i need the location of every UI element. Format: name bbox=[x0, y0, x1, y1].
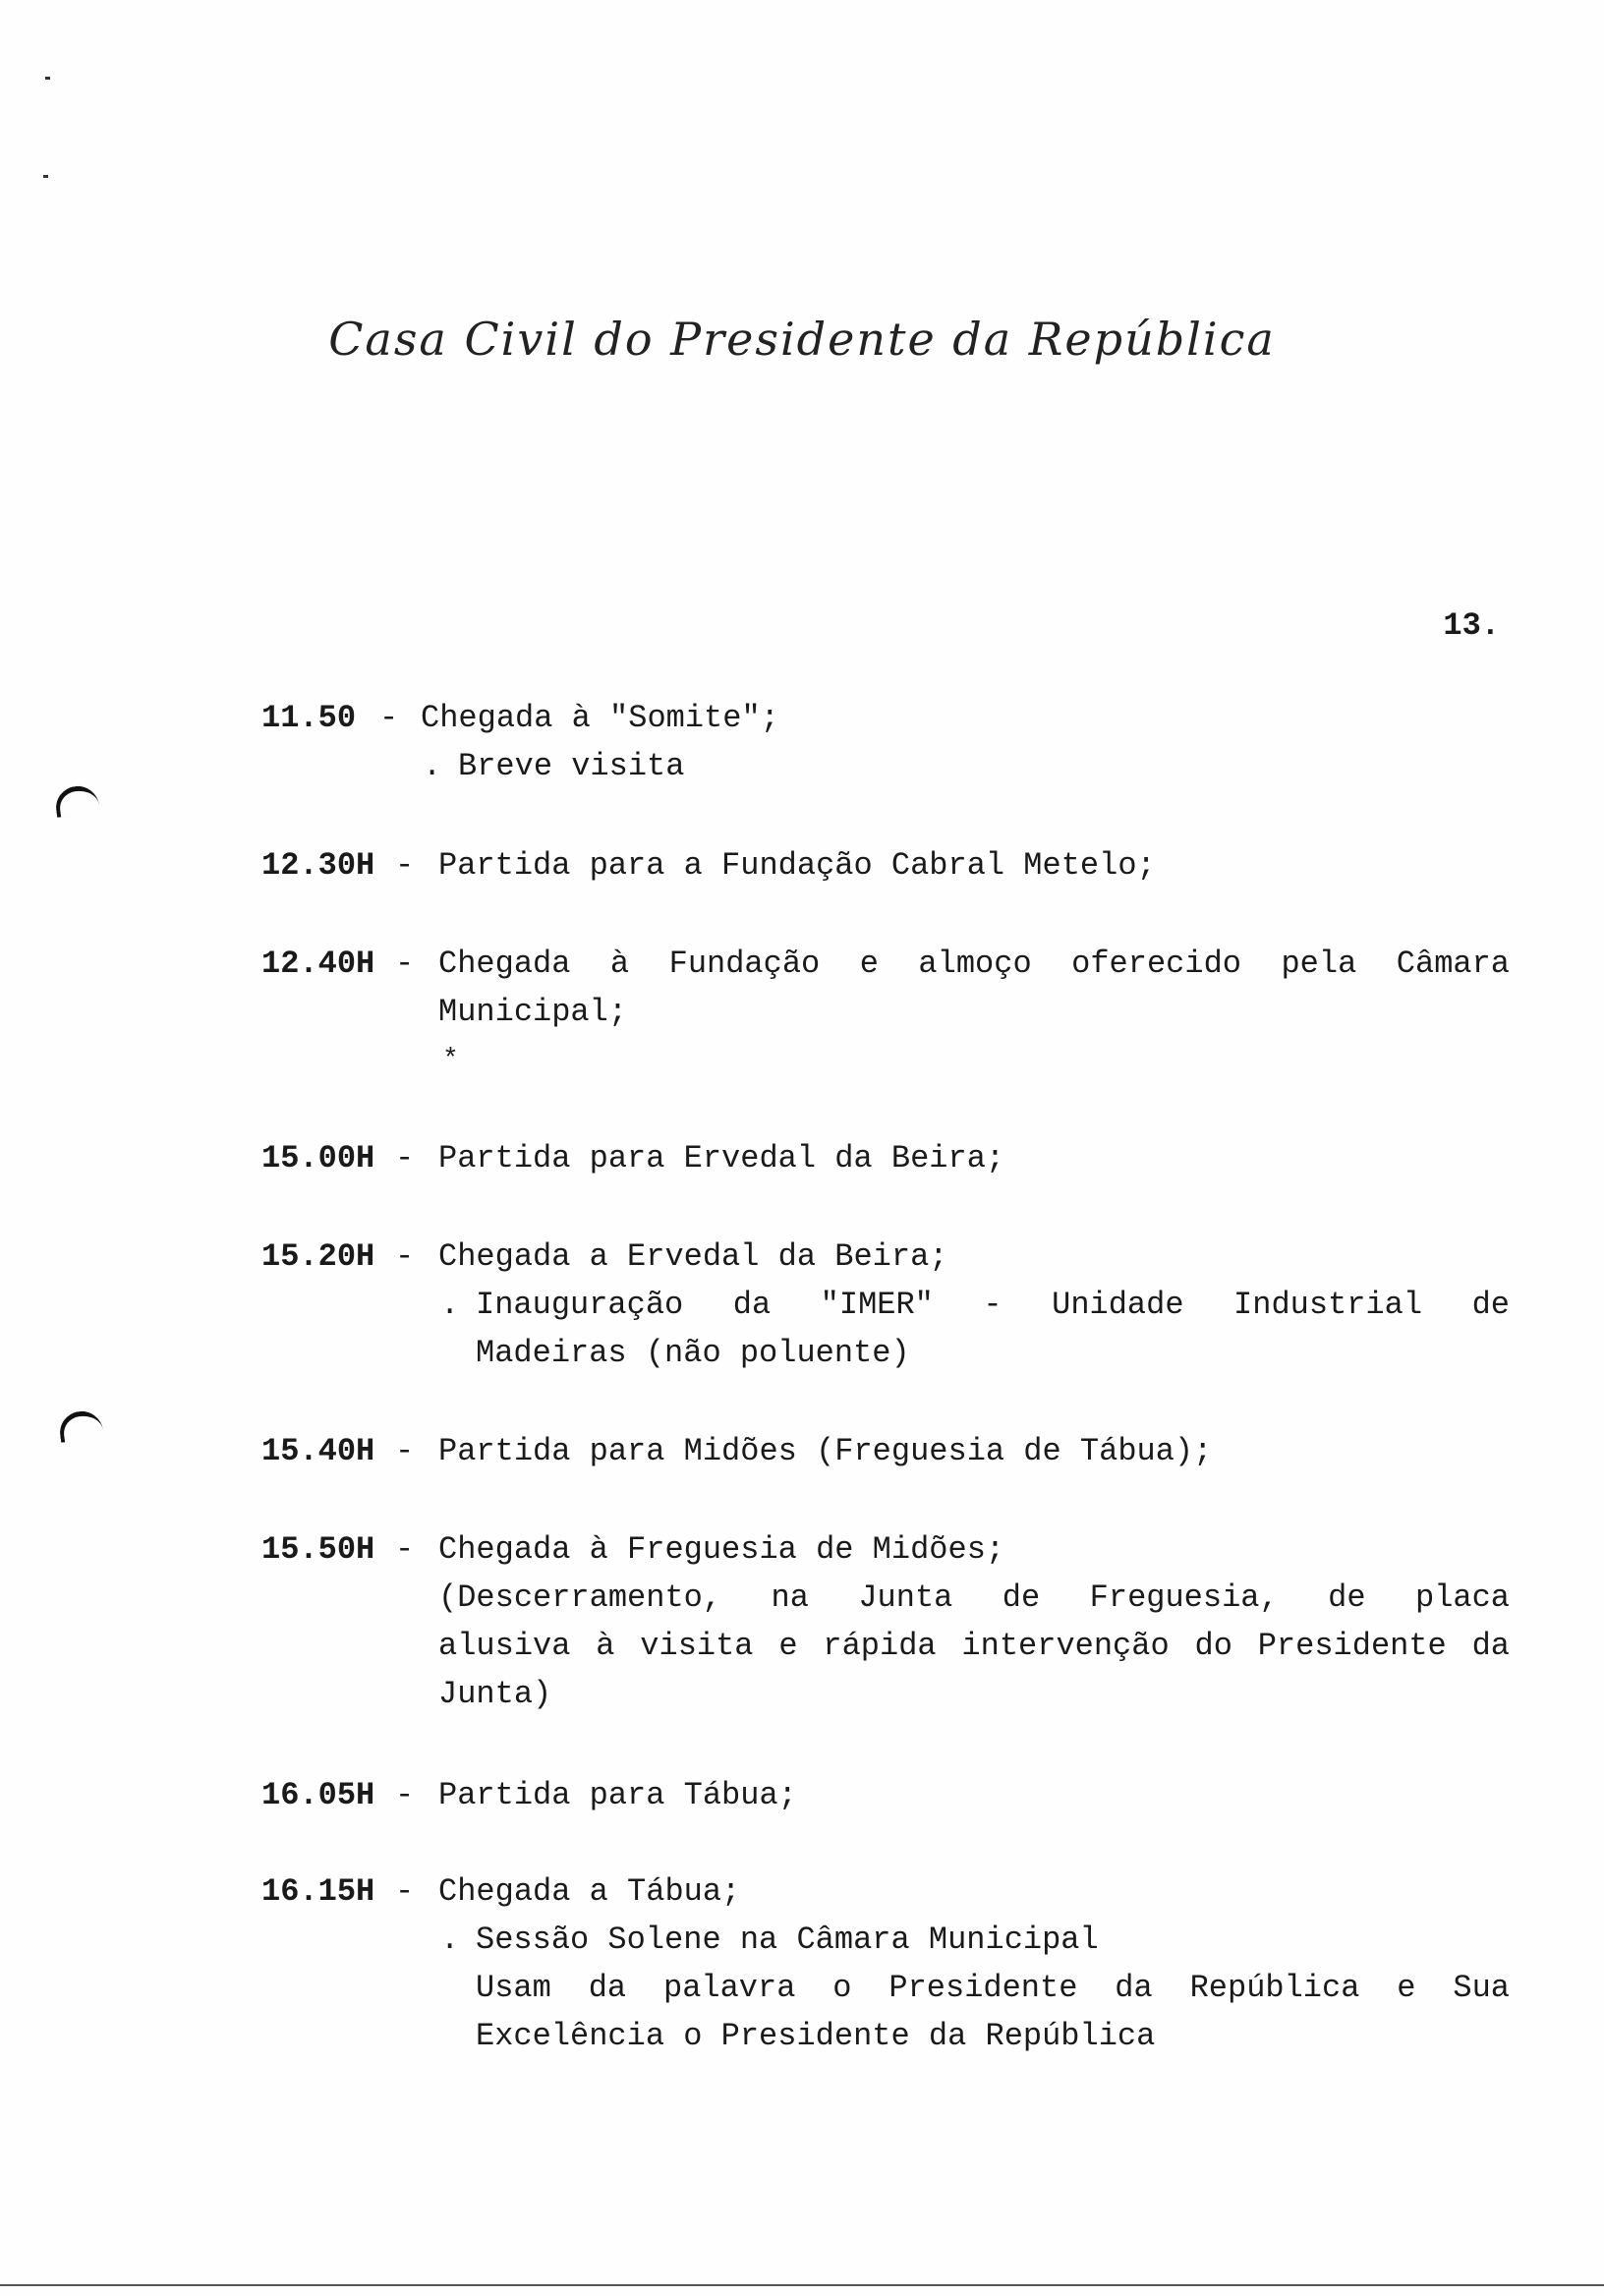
entry-time: 15.00H bbox=[261, 1140, 375, 1177]
schedule-entry bbox=[261, 1867, 1510, 2060]
schedule-entry bbox=[261, 694, 1510, 790]
scan-speck bbox=[45, 77, 50, 80]
bullet-mark: . bbox=[440, 1287, 460, 1323]
entry-line: Junta) bbox=[438, 1676, 552, 1712]
schedule-entry bbox=[261, 1771, 1510, 1819]
schedule-entry bbox=[261, 1427, 1510, 1475]
entry-line: (Descerramento, na Junta de Freguesia, de placa bbox=[438, 1579, 1510, 1616]
entry-line: Chegada a Tábua; bbox=[438, 1873, 741, 1910]
entry-continuation bbox=[438, 1964, 1510, 2012]
entry-bullet bbox=[438, 1281, 1510, 1329]
entry-description bbox=[438, 841, 1510, 890]
entry-line: Chegada à Fundação e almoço oferecido pela Câmara bbox=[438, 946, 1510, 982]
entry-description bbox=[438, 1134, 1510, 1182]
entry-time: 12.40H bbox=[261, 946, 375, 982]
entry-time: 12.30H bbox=[261, 847, 375, 884]
entry-time: 15.40H bbox=[261, 1433, 375, 1469]
entry-line: Chegada à "Somite"; bbox=[421, 700, 779, 736]
entry-dash: - bbox=[395, 847, 415, 884]
entry-description bbox=[421, 694, 1492, 790]
entry-time: 15.50H bbox=[261, 1531, 375, 1568]
entry-dash: - bbox=[379, 700, 399, 736]
entry-description bbox=[438, 1233, 1510, 1377]
entry-note: * bbox=[442, 1045, 459, 1075]
entry-time: 16.05H bbox=[261, 1777, 375, 1813]
schedule-entry bbox=[261, 841, 1510, 890]
scan-speck bbox=[43, 175, 48, 178]
entry-description bbox=[438, 1867, 1510, 2060]
entry-description bbox=[438, 940, 1510, 1084]
page-bottom-edge bbox=[0, 2284, 1604, 2286]
schedule-entry bbox=[261, 1525, 1510, 1718]
entry-continuation: Excelência o Presidente da República bbox=[476, 2018, 1156, 2054]
schedule-entry bbox=[261, 1233, 1510, 1377]
entry-time: 15.20H bbox=[261, 1238, 375, 1275]
entry-dash: - bbox=[395, 1777, 415, 1813]
entry-dash: - bbox=[395, 1873, 415, 1910]
entry-description bbox=[438, 1771, 1510, 1819]
page-number: 13. bbox=[1443, 607, 1500, 644]
entry-bullet bbox=[421, 742, 1492, 790]
entry-time: 11.50 bbox=[261, 700, 357, 736]
entry-line: Chegada à Freguesia de Midões; bbox=[438, 1531, 1005, 1568]
letterhead: Casa Civil do Presidente da República bbox=[328, 313, 1276, 366]
bullet-text: Sessão Solene na Câmara Municipal bbox=[476, 1922, 1099, 1958]
entry-line: Partida para Tábua; bbox=[438, 1777, 797, 1813]
bullet-text: Breve visita bbox=[458, 748, 685, 784]
schedule-entry bbox=[261, 940, 1510, 1084]
punch-hole-mark bbox=[57, 1408, 104, 1443]
entry-dash: - bbox=[395, 946, 415, 982]
entry-dash: - bbox=[395, 1433, 415, 1469]
entry-time: 16.15H bbox=[261, 1873, 375, 1910]
entry-dash: - bbox=[395, 1140, 415, 1177]
entry-line: Partida para Midões (Freguesia de Tábua); bbox=[438, 1433, 1213, 1469]
entry-bullet bbox=[438, 1916, 1510, 1964]
bullet-mark: . bbox=[440, 1922, 460, 1958]
entry-line: alusiva à visita e rápida intervenção do Presidente da bbox=[438, 1628, 1510, 1664]
schedule-entry bbox=[261, 1134, 1510, 1182]
entry-description bbox=[438, 1525, 1510, 1718]
entry-dash: - bbox=[395, 1238, 415, 1275]
entry-dash: - bbox=[395, 1531, 415, 1568]
entry-line: Partida para Ervedal da Beira; bbox=[438, 1140, 1005, 1177]
entry-description bbox=[438, 1427, 1510, 1475]
punch-hole-mark bbox=[53, 783, 100, 818]
entry-line: Chegada a Ervedal da Beira; bbox=[438, 1238, 948, 1275]
entry-line: Municipal; bbox=[438, 994, 628, 1030]
bullet-text: Inauguração da "IMER" - Unidade Industrial de bbox=[476, 1287, 1510, 1323]
continuation-line: Usam da palavra o Presidente da República e Sua bbox=[476, 1970, 1510, 2006]
bullet-mark: . bbox=[423, 748, 442, 784]
entry-continuation: Madeiras (não poluente) bbox=[476, 1335, 910, 1371]
entry-line: Partida para a Fundação Cabral Metelo; bbox=[438, 847, 1156, 884]
